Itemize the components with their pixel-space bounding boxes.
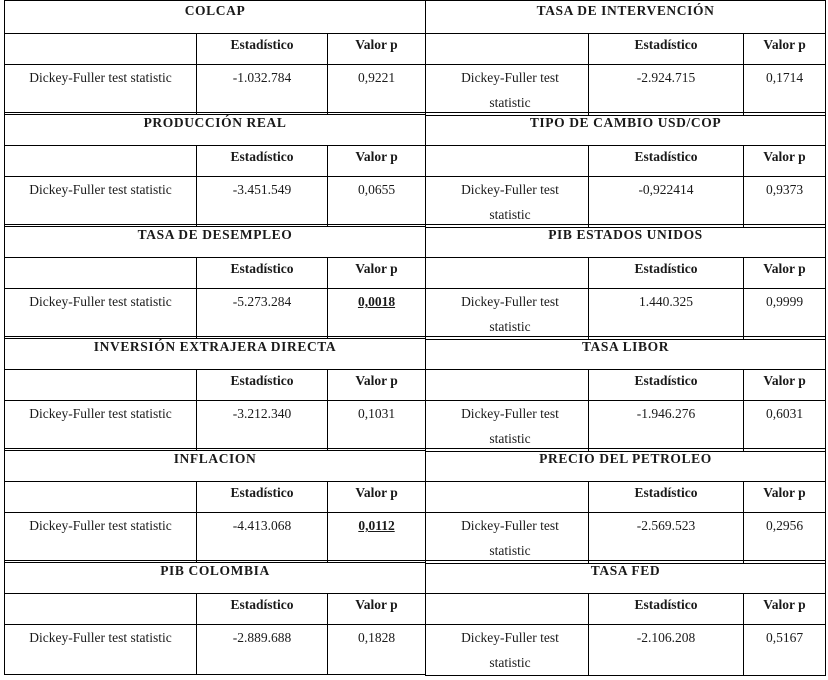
variable-title-text: PRECIO DEL PETROLEO bbox=[539, 451, 712, 466]
p-value-header bbox=[744, 370, 826, 401]
p-value bbox=[328, 625, 426, 675]
variable-title bbox=[5, 1, 426, 34]
statistic-value bbox=[589, 289, 744, 340]
statistic-header-text: Estadístico bbox=[634, 261, 698, 276]
variable-title-text: PRODUCCIÓN REAL bbox=[143, 115, 287, 130]
variable-title bbox=[5, 561, 426, 594]
row-label-text: Dickey-Fuller test statistic bbox=[29, 294, 172, 309]
row-label bbox=[5, 513, 197, 563]
statistic-value-text: -3.451.549 bbox=[232, 182, 292, 197]
p-value bbox=[328, 513, 426, 563]
p-value bbox=[328, 65, 426, 115]
empty-header-cell bbox=[5, 370, 197, 401]
statistic-header-text: Estadístico bbox=[230, 485, 294, 500]
p-value-header bbox=[744, 594, 826, 625]
test-table bbox=[4, 336, 426, 451]
p-value bbox=[744, 177, 826, 228]
test-table bbox=[425, 448, 826, 564]
p-value-text: 0,6031 bbox=[765, 406, 804, 421]
variable-title bbox=[5, 337, 426, 370]
variable-title bbox=[426, 1, 826, 34]
test-panel bbox=[4, 336, 425, 451]
test-table bbox=[425, 0, 826, 116]
test-panel bbox=[425, 560, 825, 676]
statistic-value bbox=[197, 65, 328, 115]
test-table bbox=[4, 0, 426, 115]
empty-header-cell bbox=[5, 594, 197, 625]
test-panel bbox=[425, 224, 825, 340]
p-value-text: 0,0112 bbox=[358, 518, 395, 533]
variable-title bbox=[5, 113, 426, 146]
variable-title-text: TASA FED bbox=[590, 563, 661, 578]
statistic-header bbox=[197, 146, 328, 177]
p-value bbox=[744, 513, 826, 564]
variable-title bbox=[5, 225, 426, 258]
empty-header-cell bbox=[5, 34, 197, 65]
empty-header-cell bbox=[426, 34, 589, 65]
p-value-text: 0,9373 bbox=[765, 182, 804, 197]
statistic-value-text: 1.440.325 bbox=[639, 294, 693, 309]
row-label bbox=[426, 401, 589, 452]
p-value-header-text: Valor p bbox=[355, 485, 398, 500]
p-value-header bbox=[328, 370, 426, 401]
statistic-value bbox=[197, 513, 328, 563]
p-value-header-text: Valor p bbox=[355, 373, 398, 388]
statistic-header-text: Estadístico bbox=[634, 485, 698, 500]
statistic-value-text: -2.106.208 bbox=[636, 630, 696, 645]
test-table bbox=[4, 448, 426, 563]
test-table bbox=[425, 336, 826, 452]
statistic-header bbox=[589, 482, 744, 513]
statistic-header bbox=[589, 34, 744, 65]
statistic-value-text: -0,922414 bbox=[638, 182, 694, 197]
variable-title bbox=[426, 113, 826, 146]
variable-title-text: PIB ESTADOS UNIDOS bbox=[548, 227, 703, 242]
statistic-header bbox=[197, 34, 328, 65]
p-value-header bbox=[328, 258, 426, 289]
row-label-text: Dickey-Fuller test statistic bbox=[29, 182, 172, 197]
statistic-header bbox=[197, 370, 328, 401]
p-value-text: 0,9999 bbox=[765, 294, 804, 309]
empty-header-cell bbox=[426, 370, 589, 401]
statistic-value bbox=[589, 513, 744, 564]
test-table bbox=[425, 560, 826, 676]
statistic-value bbox=[589, 65, 744, 116]
statistic-value-text: -2.889.688 bbox=[232, 630, 292, 645]
p-value-text: 0,1714 bbox=[765, 70, 804, 85]
statistic-header-text: Estadístico bbox=[634, 373, 698, 388]
empty-header-cell bbox=[5, 482, 197, 513]
statistic-value-text: -3.212.340 bbox=[232, 406, 292, 421]
test-panel bbox=[425, 448, 825, 564]
statistic-value bbox=[589, 625, 744, 676]
test-panel bbox=[4, 0, 425, 115]
statistic-header-text: Estadístico bbox=[634, 37, 698, 52]
test-table bbox=[4, 224, 426, 339]
p-value-header-text: Valor p bbox=[763, 597, 806, 612]
statistic-value bbox=[589, 177, 744, 228]
variable-title-text: PIB COLOMBIA bbox=[160, 563, 270, 578]
test-panel bbox=[4, 112, 425, 227]
p-value-text: 0,0655 bbox=[357, 182, 396, 197]
p-value-header-text: Valor p bbox=[355, 261, 398, 276]
row-label-text: Dickey-Fuller test statistic bbox=[29, 518, 172, 533]
test-panel bbox=[425, 336, 825, 452]
p-value-text: 0,2956 bbox=[765, 518, 804, 533]
statistic-header-text: Estadístico bbox=[230, 37, 294, 52]
variable-title-text: TASA DE DESEMPLEO bbox=[137, 227, 293, 242]
statistic-header bbox=[589, 146, 744, 177]
test-panel bbox=[4, 224, 425, 339]
test-table bbox=[425, 112, 826, 228]
variable-title-text: TASA DE INTERVENCIÓN bbox=[536, 3, 715, 18]
statistic-value bbox=[197, 289, 328, 339]
p-value-text: 0,5167 bbox=[765, 630, 804, 645]
row-label bbox=[5, 177, 197, 227]
test-panel bbox=[4, 448, 425, 563]
statistic-header bbox=[197, 594, 328, 625]
statistic-value-text: -2.569.523 bbox=[636, 518, 696, 533]
statistic-header-text: Estadístico bbox=[230, 597, 294, 612]
test-table bbox=[4, 112, 426, 227]
statistic-header-text: Estadístico bbox=[634, 597, 698, 612]
p-value-text: 0,0018 bbox=[357, 294, 396, 309]
p-value-header bbox=[744, 258, 826, 289]
empty-header-cell bbox=[426, 258, 589, 289]
p-value-header-text: Valor p bbox=[763, 373, 806, 388]
variable-title-text: COLCAP bbox=[184, 3, 246, 18]
variable-title bbox=[426, 337, 826, 370]
variable-title-text: TASA LIBOR bbox=[581, 339, 670, 354]
p-value-text: 0,1828 bbox=[357, 630, 396, 645]
test-panel bbox=[425, 0, 825, 116]
statistic-header-text: Estadístico bbox=[634, 149, 698, 164]
empty-header-cell bbox=[426, 594, 589, 625]
p-value bbox=[328, 401, 426, 451]
p-value-header bbox=[328, 594, 426, 625]
p-value bbox=[328, 289, 426, 339]
statistic-value-text: -5.273.284 bbox=[232, 294, 292, 309]
p-value bbox=[744, 401, 826, 452]
statistic-value bbox=[197, 401, 328, 451]
p-value-header-text: Valor p bbox=[355, 597, 398, 612]
statistic-header bbox=[197, 258, 328, 289]
row-label bbox=[5, 65, 197, 115]
statistic-value-text: -1.032.784 bbox=[232, 70, 292, 85]
row-label bbox=[426, 177, 589, 228]
row-label-text: Dickey-Fuller test statistic bbox=[461, 630, 559, 670]
p-value-header bbox=[328, 482, 426, 513]
p-value-header bbox=[744, 146, 826, 177]
row-label-text: Dickey-Fuller test statistic bbox=[461, 294, 559, 334]
p-value bbox=[328, 177, 426, 227]
p-value bbox=[744, 65, 826, 116]
statistic-header bbox=[197, 482, 328, 513]
row-label bbox=[426, 65, 589, 116]
row-label-text: Dickey-Fuller test statistic bbox=[29, 70, 172, 85]
row-label-text: Dickey-Fuller test statistic bbox=[29, 630, 172, 645]
row-label bbox=[5, 401, 197, 451]
statistic-value bbox=[197, 625, 328, 675]
row-label bbox=[426, 625, 589, 676]
test-panel bbox=[425, 112, 825, 228]
p-value bbox=[744, 289, 826, 340]
statistic-header bbox=[589, 258, 744, 289]
p-value-text: 0,1031 bbox=[357, 406, 396, 421]
row-label bbox=[426, 289, 589, 340]
test-table bbox=[425, 224, 826, 340]
variable-title-text: TIPO DE CAMBIO USD/COP bbox=[529, 115, 722, 130]
statistic-header bbox=[589, 370, 744, 401]
variable-title bbox=[5, 449, 426, 482]
empty-header-cell bbox=[5, 146, 197, 177]
p-value-header bbox=[328, 34, 426, 65]
statistic-value-text: -4.413.068 bbox=[232, 518, 292, 533]
empty-header-cell bbox=[426, 146, 589, 177]
p-value-header bbox=[744, 34, 826, 65]
p-value-header-text: Valor p bbox=[763, 485, 806, 500]
p-value bbox=[744, 625, 826, 676]
row-label-text: Dickey-Fuller test statistic bbox=[461, 70, 559, 110]
statistic-header bbox=[589, 594, 744, 625]
variable-title bbox=[426, 225, 826, 258]
statistic-value-text: -1.946.276 bbox=[636, 406, 696, 421]
statistic-header-text: Estadístico bbox=[230, 373, 294, 388]
row-label-text: Dickey-Fuller test statistic bbox=[29, 406, 172, 421]
p-value-header bbox=[328, 146, 426, 177]
p-value-text: 0,9221 bbox=[357, 70, 396, 85]
variable-title bbox=[426, 449, 826, 482]
empty-header-cell bbox=[5, 258, 197, 289]
row-label bbox=[5, 289, 197, 339]
p-value-header-text: Valor p bbox=[763, 149, 806, 164]
variable-title-text: INFLACION bbox=[173, 451, 257, 466]
row-label-text: Dickey-Fuller test statistic bbox=[461, 182, 559, 222]
statistic-value bbox=[589, 401, 744, 452]
statistic-header-text: Estadístico bbox=[230, 261, 294, 276]
row-label-text: Dickey-Fuller test statistic bbox=[461, 518, 559, 558]
variable-title bbox=[426, 561, 826, 594]
p-value-header-text: Valor p bbox=[355, 37, 398, 52]
statistic-value bbox=[197, 177, 328, 227]
test-table bbox=[4, 560, 426, 675]
p-value-header-text: Valor p bbox=[763, 261, 806, 276]
row-label bbox=[426, 513, 589, 564]
p-value-header-text: Valor p bbox=[763, 37, 806, 52]
p-value-header-text: Valor p bbox=[355, 149, 398, 164]
row-label-text: Dickey-Fuller test statistic bbox=[461, 406, 559, 446]
row-label bbox=[5, 625, 197, 675]
p-value-header bbox=[744, 482, 826, 513]
empty-header-cell bbox=[426, 482, 589, 513]
statistic-value-text: -2.924.715 bbox=[636, 70, 696, 85]
variable-title-text: INVERSIÓN EXTRAJERA DIRECTA bbox=[93, 339, 337, 354]
statistic-header-text: Estadístico bbox=[230, 149, 294, 164]
test-panel bbox=[4, 560, 425, 675]
